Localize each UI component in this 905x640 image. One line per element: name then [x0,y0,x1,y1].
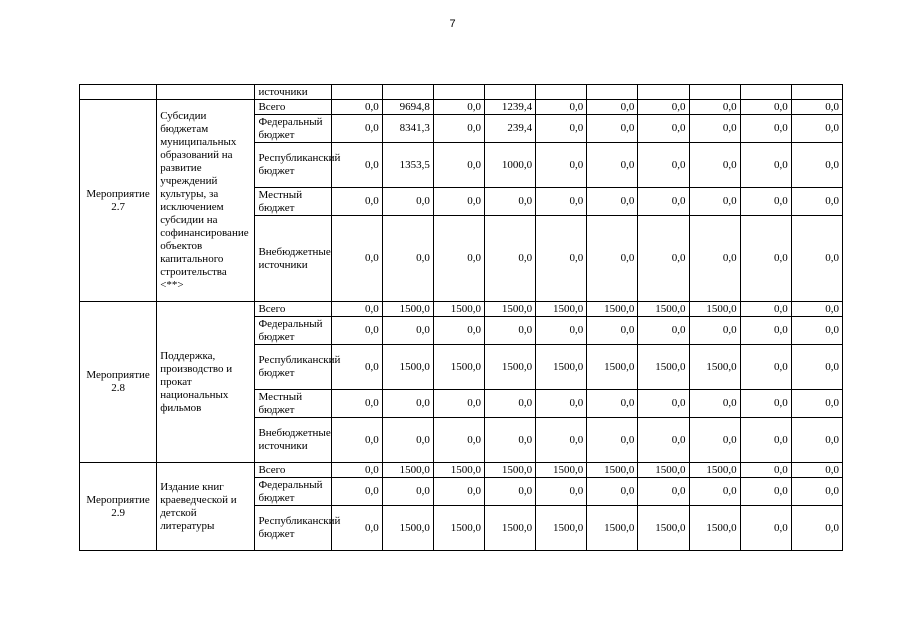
value-cell: 0,0 [740,143,791,188]
value-cell: 0,0 [740,478,791,506]
value-cell: 0,0 [740,302,791,317]
source-cell: Внебюджетные источники [255,418,331,463]
table-row [80,463,843,478]
value-cell: 0,0 [689,317,740,345]
value-cell-blank [689,85,740,100]
description-cell: Субсидии бюджетам муниципальных образований на развитие учреждений культуры, за исключением субсидии на софинансирование объектов капитального строительства <**> [157,100,255,302]
value-cell: 8341,3 [382,115,433,143]
measure-cell: Мероприятие 2.9 [80,463,157,551]
value-cell: 0,0 [536,100,587,115]
value-cell: 1500,0 [433,506,484,551]
value-cell: 0,0 [791,478,842,506]
source-cell: Местный бюджет [255,188,331,216]
value-cell: 1500,0 [536,302,587,317]
value-cell: 1500,0 [433,345,484,390]
value-cell: 0,0 [331,100,382,115]
value-cell: 0,0 [689,143,740,188]
value-cell: 0,0 [638,143,689,188]
value-cell: 0,0 [331,143,382,188]
value-cell: 0,0 [638,317,689,345]
value-cell: 0,0 [485,216,536,302]
value-cell: 1500,0 [485,463,536,478]
value-cell: 0,0 [791,100,842,115]
value-cell: 0,0 [433,100,484,115]
value-cell: 0,0 [791,317,842,345]
value-cell: 0,0 [485,390,536,418]
value-cell: 1500,0 [536,345,587,390]
value-cell: 0,0 [433,390,484,418]
value-cell: 0,0 [638,418,689,463]
value-cell: 1353,5 [382,143,433,188]
value-cell: 0,0 [638,216,689,302]
value-cell: 0,0 [689,100,740,115]
value-cell: 0,0 [331,216,382,302]
measure-cell-blank [80,85,157,100]
description-cell: Поддержка, производство и прокат национальных фильмов [157,302,255,463]
value-cell: 0,0 [331,345,382,390]
value-cell: 0,0 [331,463,382,478]
value-cell: 0,0 [689,188,740,216]
value-cell: 1500,0 [485,302,536,317]
value-cell: 0,0 [740,100,791,115]
value-cell-blank [536,85,587,100]
value-cell: 1000,0 [485,143,536,188]
value-cell: 0,0 [740,418,791,463]
value-cell: 0,0 [689,115,740,143]
value-cell: 0,0 [536,317,587,345]
value-cell: 0,0 [331,317,382,345]
value-cell: 0,0 [689,390,740,418]
source-cell: Федеральный бюджет [255,478,331,506]
value-cell: 1500,0 [638,302,689,317]
page-number: 7 [449,18,456,30]
value-cell: 0,0 [791,216,842,302]
value-cell: 0,0 [485,478,536,506]
value-cell: 0,0 [638,188,689,216]
source-cell: Республиканский бюджет [255,143,331,188]
measure-cell: Мероприятие 2.7 [80,100,157,302]
value-cell: 0,0 [689,478,740,506]
value-cell: 0,0 [331,418,382,463]
value-cell: 239,4 [485,115,536,143]
value-cell: 0,0 [331,390,382,418]
value-cell: 0,0 [433,188,484,216]
value-cell: 9694,8 [382,100,433,115]
measure-cell: Мероприятие 2.8 [80,302,157,463]
value-cell: 0,0 [587,390,638,418]
value-cell: 1500,0 [587,302,638,317]
value-cell: 1500,0 [536,463,587,478]
value-cell: 0,0 [791,143,842,188]
value-cell: 1500,0 [689,345,740,390]
value-cell: 0,0 [587,100,638,115]
value-cell: 0,0 [331,478,382,506]
value-cell: 0,0 [536,188,587,216]
value-cell: 0,0 [791,418,842,463]
value-cell: 1500,0 [638,506,689,551]
value-cell: 0,0 [740,188,791,216]
source-cell: Всего [255,463,331,478]
value-cell: 0,0 [382,478,433,506]
value-cell: 0,0 [382,418,433,463]
source-cell: Местный бюджет [255,390,331,418]
value-cell: 0,0 [331,115,382,143]
value-cell: 0,0 [536,390,587,418]
value-cell: 1500,0 [433,302,484,317]
value-cell-blank [638,85,689,100]
table-row-continuation [80,85,843,100]
value-cell: 0,0 [791,188,842,216]
value-cell: 0,0 [740,216,791,302]
value-cell: 0,0 [791,506,842,551]
value-cell-blank [485,85,536,100]
value-cell: 1500,0 [382,345,433,390]
value-cell-blank [791,85,842,100]
value-cell: 0,0 [536,418,587,463]
value-cell: 0,0 [382,390,433,418]
value-cell: 0,0 [740,345,791,390]
value-cell: 0,0 [433,418,484,463]
value-cell-blank [331,85,382,100]
source-cell: Всего [255,100,331,115]
table-body [80,85,843,551]
value-cell: 0,0 [536,478,587,506]
value-cell: 0,0 [689,216,740,302]
value-cell: 0,0 [791,302,842,317]
value-cell: 0,0 [587,188,638,216]
value-cell: 0,0 [587,143,638,188]
source-cell: Всего [255,302,331,317]
value-cell: 1500,0 [382,463,433,478]
source-cell: источники [255,85,331,100]
value-cell: 0,0 [740,463,791,478]
description-cell-blank [157,85,255,100]
value-cell: 1500,0 [587,345,638,390]
value-cell: 0,0 [485,188,536,216]
value-cell: 0,0 [740,115,791,143]
value-cell: 1500,0 [433,463,484,478]
value-cell-blank [740,85,791,100]
value-cell: 0,0 [485,418,536,463]
source-cell: Внебюджетные источники [255,216,331,302]
value-cell: 0,0 [433,143,484,188]
value-cell: 1500,0 [485,506,536,551]
value-cell: 0,0 [331,302,382,317]
value-cell: 0,0 [331,188,382,216]
table-row [80,100,843,115]
value-cell: 0,0 [638,478,689,506]
value-cell: 0,0 [485,317,536,345]
value-cell: 0,0 [587,216,638,302]
value-cell: 1500,0 [382,302,433,317]
value-cell: 0,0 [740,317,791,345]
value-cell: 1500,0 [638,345,689,390]
value-cell-blank [433,85,484,100]
value-cell: 0,0 [382,216,433,302]
value-cell: 0,0 [791,115,842,143]
source-cell: Федеральный бюджет [255,115,331,143]
value-cell: 1500,0 [689,302,740,317]
source-cell: Республиканский бюджет [255,506,331,551]
budget-table [79,84,843,551]
value-cell: 1500,0 [587,506,638,551]
value-cell: 0,0 [791,390,842,418]
source-cell: Федеральный бюджет [255,317,331,345]
value-cell: 0,0 [331,506,382,551]
value-cell: 0,0 [433,478,484,506]
value-cell: 0,0 [382,317,433,345]
value-cell: 0,0 [638,100,689,115]
value-cell: 1500,0 [689,506,740,551]
value-cell: 0,0 [740,390,791,418]
value-cell: 1500,0 [382,506,433,551]
value-cell: 0,0 [536,216,587,302]
value-cell: 0,0 [587,478,638,506]
value-cell: 0,0 [638,115,689,143]
value-cell: 0,0 [689,418,740,463]
value-cell: 0,0 [382,188,433,216]
value-cell: 1500,0 [485,345,536,390]
value-cell: 0,0 [791,345,842,390]
value-cell: 0,0 [536,115,587,143]
table-row [80,302,843,317]
source-cell: Республиканский бюджет [255,345,331,390]
value-cell: 0,0 [791,463,842,478]
value-cell: 0,0 [587,418,638,463]
value-cell: 0,0 [587,317,638,345]
value-cell: 0,0 [433,317,484,345]
value-cell: 0,0 [638,390,689,418]
value-cell: 0,0 [433,115,484,143]
value-cell: 0,0 [740,506,791,551]
value-cell-blank [587,85,638,100]
value-cell: 1500,0 [536,506,587,551]
value-cell: 0,0 [536,143,587,188]
value-cell: 1500,0 [587,463,638,478]
description-cell: Издание книг краеведческой и детской литературы [157,463,255,551]
value-cell-blank [382,85,433,100]
value-cell: 0,0 [433,216,484,302]
value-cell: 1500,0 [689,463,740,478]
value-cell: 0,0 [587,115,638,143]
value-cell: 1239,4 [485,100,536,115]
value-cell: 1500,0 [638,463,689,478]
